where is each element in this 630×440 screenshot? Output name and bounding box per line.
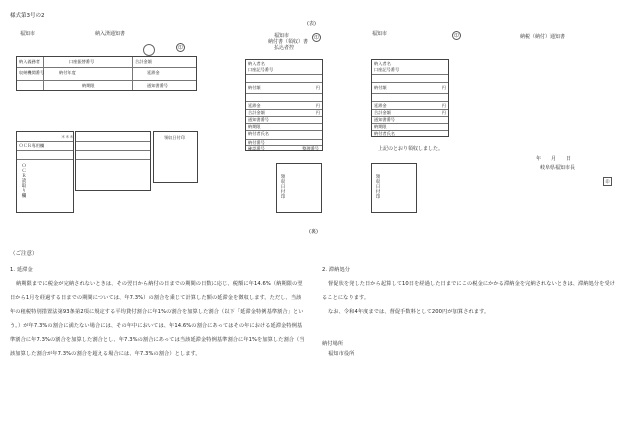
row-label: 口座記号番号 (374, 67, 400, 72)
row-label: 口座記号番号 (248, 67, 274, 72)
year-number-label: 口座振替番号 (69, 59, 95, 64)
small-table-header: ＯＣＲ専用欄 (19, 143, 45, 148)
slip-left-side-box (75, 131, 151, 191)
note-right-title: 2. 滞納処分 (322, 267, 351, 273)
date-line: 年 月 日 (536, 156, 572, 162)
row-label: 延滞金 (248, 103, 261, 108)
yen-label: 円 (315, 103, 320, 108)
slip-left-city: 福知市 (20, 31, 36, 37)
row-label: 納期限 (374, 124, 387, 129)
row-label: 確認番号 (248, 146, 265, 151)
receipt-stamp-label: 領収日付印 (164, 135, 185, 140)
row-label: 納入者名 (374, 61, 391, 66)
row-label: 合計金額 (374, 110, 391, 115)
row-label: 納付額 (374, 85, 387, 90)
row-label: 納付者氏名 (248, 131, 269, 136)
slip-middle-title-3: 払込者控 (274, 45, 295, 51)
row-label: 通知書番号 (248, 117, 269, 122)
slip-middle-title-2: 納付書（領収）書 (268, 39, 309, 45)
confirm-value: 整理番号 (302, 146, 319, 151)
note-line: ることになります。 (322, 295, 370, 301)
note-line: なお、令和4年度までは、督促手数料として200円が加算されます。 (328, 309, 490, 315)
payment-place-value: 福知市役所 (328, 351, 355, 357)
slip-left-title: 納入済通知書 (95, 31, 126, 37)
yen-label: 円 (315, 85, 320, 90)
note-line: 納期限までに税金が完納されないときは、その翌日から納付の日までの期間の日数に応じ、税額に年14.6%（納期限の翌 (16, 281, 303, 287)
stamp-mark-icon: 印 (312, 33, 321, 42)
address-label: 納入義務者 (19, 59, 40, 64)
note-line: う。）が年7.3%の割合に満たない場合には、その年中においては、年14.6%の割合にあってはその年における延滞金特例基 (10, 323, 303, 329)
yen-label: 円 (441, 110, 446, 115)
row-label: 納付者氏名 (374, 131, 395, 136)
deadline-label: 納期限 (82, 83, 95, 88)
slip-middle-table (245, 59, 323, 151)
ocr-vertical-label: ＯＣＲ読取り欄 (21, 163, 26, 198)
fiscal-year-label: 納付年度 (59, 70, 76, 75)
slip-left-small-table (16, 131, 74, 213)
note-left-title: 1. 延滞金 (10, 267, 33, 273)
total-label: 合計金額 (135, 59, 152, 64)
mayor-seal-icon: 印 (603, 177, 612, 186)
received-text: 上記のとおり領収しました。 (378, 146, 444, 152)
mayor-name: 岐阜県福知市長 (540, 165, 576, 171)
yen-label: 円 (315, 110, 320, 115)
receipt-stamp-box (153, 131, 198, 183)
form-id: 様式第3号の2 (10, 13, 45, 19)
slip-right-title: 納税（納付）通知書 (520, 34, 566, 40)
row-label: 通知書番号 (374, 117, 395, 122)
row-label: 納付番号 (248, 140, 265, 145)
slip-right-stamp-box (371, 163, 417, 213)
row-label: 合計金額 (248, 110, 265, 115)
front-label: (表) (307, 21, 316, 27)
note-line: 年の租税特別措置法第93条第2項に規定する平均貸付割合に年1%の割合を加算した割合（以下「延滞金特例基準割合」とい (10, 309, 304, 315)
row-label: 納期限 (248, 124, 261, 129)
slip-right-city: 福知市 (372, 31, 388, 37)
stamp-mark-icon: 印 (176, 43, 185, 52)
seal-icon (143, 44, 155, 56)
slip-left-main-table (16, 56, 197, 91)
slip-middle-title-1: 福知市 (274, 33, 290, 39)
notes-heading: （ご注意） (10, 251, 38, 257)
slip-right-table (371, 59, 449, 137)
stamp-mark-icon: 印 (452, 31, 461, 40)
note-line: 日から1月を経過する日までの期間については、年7.3%）の割合を乗じて計算した額の延滞金を徴収します。ただし、当該 (10, 295, 302, 301)
delay-label: 延滞金 (147, 70, 160, 75)
row-label: 納付額 (248, 85, 261, 90)
small-table-mark: ＊＊＊ (61, 134, 74, 139)
yen-label: 円 (441, 103, 446, 108)
yen-label: 円 (441, 85, 446, 90)
note-line: 該加算した割合が年7.3%の割合を超える場合には、年7.3%の割合）とします。 (10, 351, 201, 357)
back-label: (裏) (309, 229, 318, 235)
stamp-vertical-label: 領収日付印 (375, 174, 380, 199)
payment-place-label: 納付場所 (322, 341, 344, 347)
row-label: 延滞金 (374, 103, 387, 108)
stamp-vertical-label: 領収日付印 (280, 174, 285, 199)
notice-number-label: 通知書番号 (147, 83, 168, 88)
note-line: 準割合に年7.3%の割合を加算した割合とし、年7.3%の割合にあっては当該延滞金特例基準割合に年1%を加算した割合（当 (10, 337, 305, 343)
note-line: 督促状を発した日から起算して10日を経過した日までにこの税金にかかる滞納金を完納されないときは、滞納処分を受け (328, 281, 616, 287)
slip-middle-stamp-box (276, 163, 322, 213)
office-code-label: 収納機関番号 (19, 70, 45, 75)
row-label: 納入者名 (248, 61, 265, 66)
